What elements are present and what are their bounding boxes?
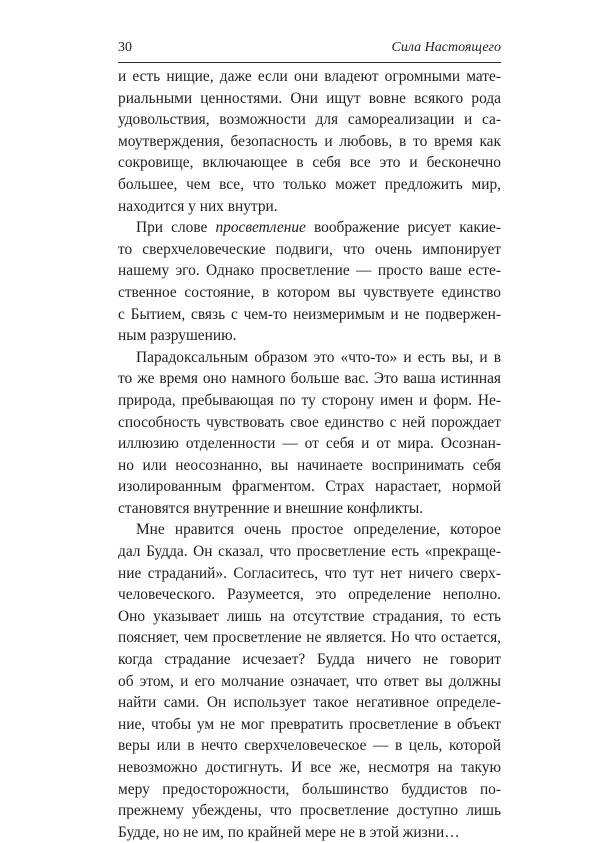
line-text: найти сами. Он использует такое негативное определе-	[118, 694, 501, 712]
text-line	[118, 735, 501, 757]
header-rule	[118, 62, 501, 63]
text-line	[118, 606, 501, 628]
line-text: дал Будда. Он сказал, что просветление есть «прекраще-	[118, 543, 501, 561]
line-text: моутверждения, безопасность и любовь, в то время как	[118, 132, 501, 150]
line-text: становятся внутренние и внешние конфликты.	[118, 499, 424, 517]
text-line	[118, 239, 501, 261]
paragraph	[118, 66, 501, 217]
line-text: Парадоксальным образом это «что-то» и есть вы, и в	[136, 348, 501, 366]
line-text: риальными ценностями. Они ищут вовне всякого рода	[118, 89, 501, 107]
emphasis: просветление	[215, 219, 306, 237]
line-text: поясняет, чем просветление не является. Но что остается,	[118, 629, 501, 647]
text-line	[118, 152, 501, 174]
line-text: веры или в нечто сверхчеловеческое — в цель, которой	[118, 737, 501, 755]
line-text: когда страдание исчезает? Будда ничего не говорит	[118, 651, 501, 669]
line-text: человеческого. Разумеется, это определение неполно.	[118, 586, 501, 604]
text-line	[118, 66, 501, 88]
line-text: способность чувствовать свое единство с ней порождает	[118, 413, 501, 431]
running-title: Сила Настоящего	[391, 40, 501, 55]
text-line	[118, 671, 501, 693]
text-line	[118, 174, 501, 196]
line-text: об этом, и его молчание означает, что ответ вы должны	[118, 672, 501, 690]
text-line	[118, 368, 501, 390]
line-text: с Бытием, связь с чем-то неизмеримым и не подвержен-	[118, 305, 501, 323]
text-line	[118, 627, 501, 649]
text-line	[118, 498, 501, 520]
text-line	[118, 476, 501, 498]
text-line	[118, 455, 501, 477]
text-line	[118, 217, 501, 239]
text-line	[118, 131, 501, 153]
text-line	[118, 109, 501, 131]
line-text: удовольствия, возможности для самореализации и са-	[118, 111, 501, 129]
line-text: ние, чтобы ум не мог превратить просветление в объект	[118, 715, 501, 733]
page-number: 30	[118, 40, 132, 55]
line-text: большее, чем все, что только может предложить мир,	[118, 175, 501, 193]
page-header	[118, 40, 501, 60]
line-text: то сверхчеловеческие подвиги, что очень импонирует	[118, 240, 501, 258]
text-line	[118, 757, 501, 779]
line-text: то же время оно намного больше вас. Это ваша истинная	[118, 370, 501, 388]
text-line	[118, 779, 501, 801]
text-line	[118, 325, 501, 347]
text-line	[118, 347, 501, 369]
line-text: При слове	[136, 219, 216, 237]
text-line	[118, 390, 501, 412]
text-line	[118, 433, 501, 455]
text-line	[118, 196, 501, 218]
text-line	[118, 260, 501, 282]
line-text: ственное состояние, в котором вы чувствуете единство	[118, 283, 501, 301]
line-text: Оно указывает лишь на отсутствие страдания, то есть	[118, 607, 501, 625]
text-line	[118, 412, 501, 434]
text-line	[118, 714, 501, 736]
line-text: нашему эго. Однако просветление — просто ваше есте-	[118, 262, 501, 280]
text-line	[118, 584, 501, 606]
text-line	[118, 519, 501, 541]
line-text: Мне нравится очень простое определение, которое	[136, 521, 501, 539]
text-line	[118, 282, 501, 304]
line-text: меру предосторожности, большинство буддистов по-	[118, 780, 501, 798]
body-text	[118, 66, 501, 843]
text-line	[118, 563, 501, 585]
line-text: иллюзию отделенности — от себя и от мира. Осознан-	[118, 435, 501, 453]
text-line	[118, 692, 501, 714]
text-line	[118, 822, 501, 843]
paragraph	[118, 519, 501, 843]
paragraph	[118, 347, 501, 520]
text-line	[118, 541, 501, 563]
line-text: воображение рисует какие-	[305, 219, 501, 237]
line-text: ние страданий». Согласитесь, что тут нет ничего сверх-	[118, 564, 501, 582]
line-text: изолированным фрагментом. Страх нарастает, нормой	[118, 478, 501, 496]
text-line	[118, 649, 501, 671]
line-text: сокровище, включающее в себя все это и бесконечно	[118, 154, 501, 172]
line-text: прежнему убеждены, что просветление доступно лишь	[118, 802, 501, 820]
text-line	[118, 800, 501, 822]
line-text: невозможно достигнуть. И все же, несмотря на такую	[118, 759, 501, 776]
line-text: но или неосознанно, вы начинаете воспринимать себя	[118, 456, 501, 474]
line-text: Будде, но не им, по крайней мере не в этой жизни…	[118, 823, 460, 841]
text-line	[118, 88, 501, 110]
line-text: находится у них внутри.	[118, 197, 278, 215]
line-text: и есть нищие, даже если они владеют огромными мате-	[118, 68, 501, 85]
paragraph	[118, 217, 501, 347]
line-text: природа, пребывающая по ту сторону имен и форм. Не-	[118, 391, 501, 409]
text-line	[118, 304, 501, 326]
line-text: ным разрушению.	[118, 327, 237, 345]
